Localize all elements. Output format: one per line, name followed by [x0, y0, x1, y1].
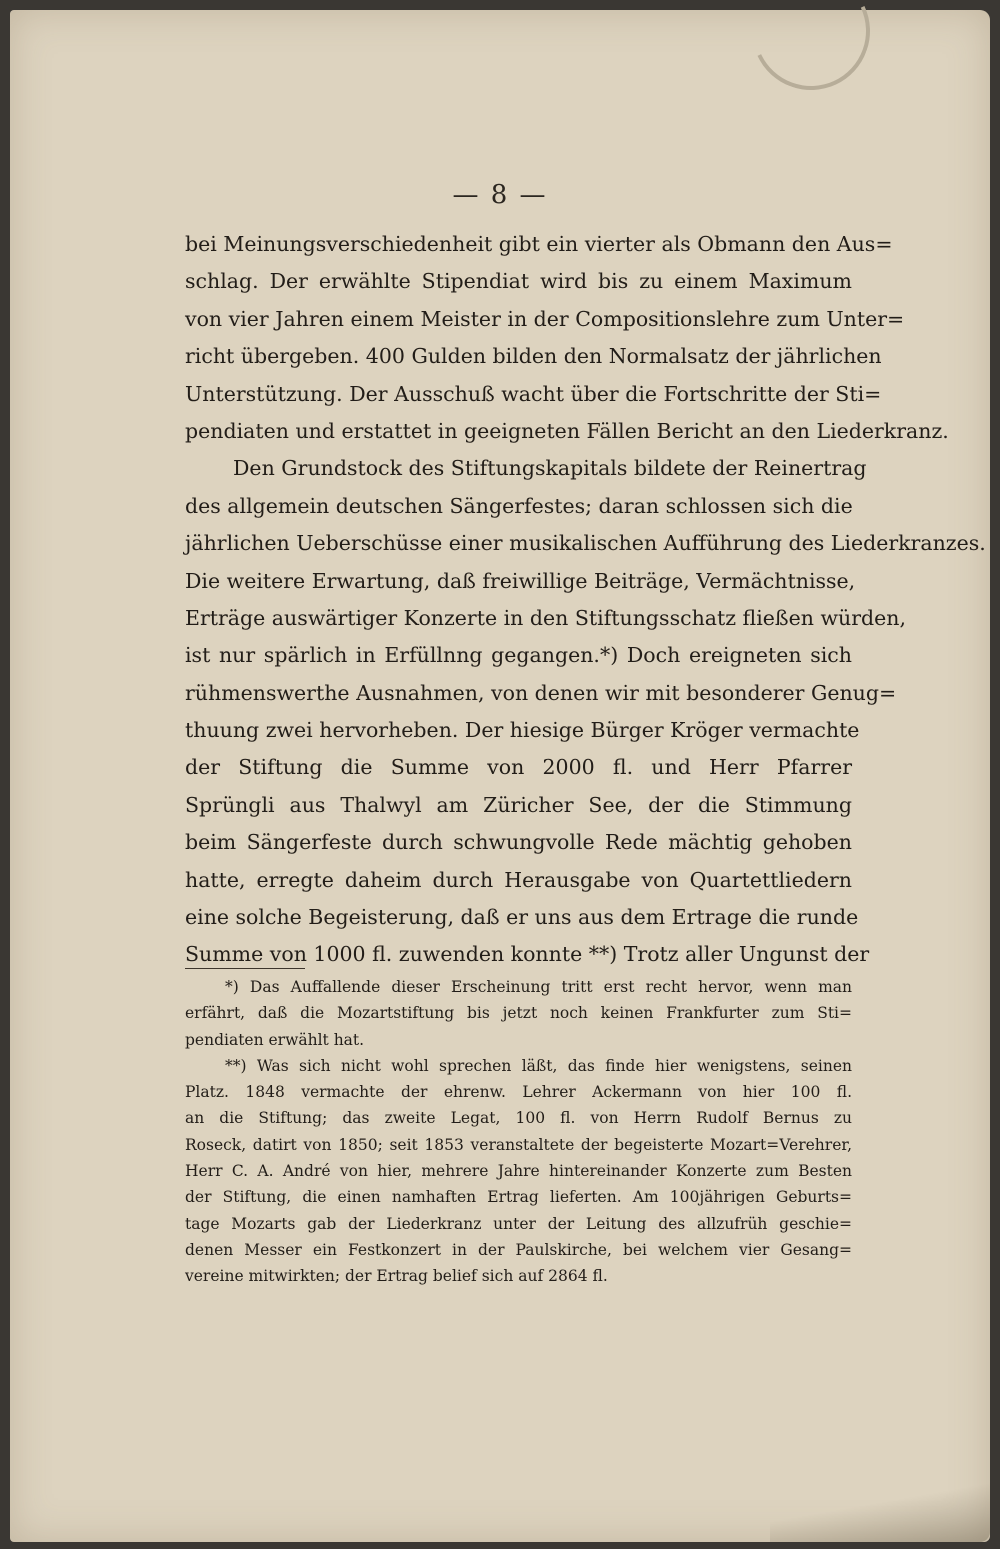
footnote-line: erfährt, daß die Mozartstiftung bis jetzt noch keinen Frankfurter zum Sti=: [185, 1004, 852, 1023]
body-line: Sprüngli aus Thalwyl am Züricher See, der die Stimmung: [185, 792, 852, 817]
paper-clip-mark: [735, 0, 886, 107]
body-line: Den Grundstock des Stiftungskapitals bildete der Reinertrag: [233, 456, 867, 481]
footnote-line: pendiaten erwählt hat.: [185, 1030, 365, 1049]
body-text: [185, 226, 986, 974]
body-line: thuung zwei hervorheben. Der hiesige Bürger Kröger vermachte: [185, 718, 860, 743]
footnote-line: **) Was sich nicht wohl sprechen läßt, das finde hier wenigstens, seinen: [225, 1056, 852, 1075]
footnote-rule: [185, 968, 305, 969]
footnote-line: *) Das Auffallende dieser Erscheinung tritt erst recht hervor, wenn man: [225, 978, 852, 996]
body-line: bei Meinungsverschiedenheit gibt ein vierter als Obmann den Aus=: [185, 232, 893, 256]
body-line: eine solche Begeisterung, daß er uns aus dem Ertrage die runde: [185, 905, 859, 930]
body-line: der Stiftung die Summe von 2000 fl. und Herr Pfarrer: [185, 755, 852, 780]
body-line: Summe von 1000 fl. zuwenden konnte **) Trotz aller Ungunst der: [185, 942, 870, 967]
page-number: — 8 —: [452, 180, 548, 210]
footnote-line: Herr C. A. André von hier, mehrere Jahre hintereinander Konzerte zum Besten: [185, 1162, 852, 1181]
body-line: Die weitere Erwartung, daß freiwillige Beiträge, Vermächtnisse,: [185, 568, 856, 593]
footnote-line: Roseck, datirt von 1850; seit 1853 veranstaltete der begeisterte Mozart=Verehrer,: [185, 1135, 852, 1154]
footnote-line: an die Stiftung; das zweite Legat, 100 fl. von Herrn Rudolf Bernus zu: [185, 1109, 852, 1128]
body-line: des allgemein deutschen Sängerfestes; daran schlossen sich die: [185, 493, 853, 518]
body-line: Erträge auswärtiger Konzerte in den Stiftungsschatz fließen würden,: [185, 605, 906, 630]
body-line: schlag. Der erwählte Stipendiat wird bis zu einem Maximum: [185, 269, 852, 294]
footnote-line: tage Mozarts gab der Liederkranz unter der Leitung des allzufrüh geschie=: [185, 1214, 852, 1233]
footnotes: [185, 974, 852, 1290]
footnote-line: der Stiftung, die einen namhaften Ertrag lieferten. Am 100jährigen Geburts=: [185, 1188, 852, 1207]
body-line: richt übergeben. 400 Gulden bilden den Normalsatz der jährlichen: [185, 344, 882, 369]
body-line: Unterstützung. Der Ausschuß wacht über die Fortschritte der Sti=: [185, 381, 882, 406]
body-line: von vier Jahren einem Meister in der Compositionslehre zum Unter=: [185, 306, 905, 331]
body-line: beim Sängerfeste durch schwungvolle Rede mächtig gehoben: [185, 830, 852, 855]
page-corner-fold: [770, 1482, 990, 1542]
body-line: rühmenswerthe Ausnahmen, von denen wir mit besonderer Genug=: [185, 680, 897, 705]
body-line: hatte, erregte daheim durch Herausgabe von Quartettliedern: [185, 867, 852, 892]
body-line: ist nur spärlich in Erfüllnng gegangen.*) Doch ereigneten sich: [185, 643, 852, 668]
body-line: pendiaten und erstattet in geeigneten Fällen Bericht an den Liederkranz.: [185, 418, 949, 443]
body-line: jährlichen Ueberschüsse einer musikalischen Aufführung des Liederkranzes.: [185, 531, 986, 556]
footnote-line: denen Messer ein Festkonzert in der Paulskirche, bei welchem vier Gesang=: [185, 1240, 852, 1259]
footnote-line: vereine mitwirkten; der Ertrag belief sich auf 2864 fl.: [185, 1267, 608, 1286]
footnote-line: Platz. 1848 vermachte der ehrenw. Lehrer Ackermann von hier 100 fl.: [185, 1083, 852, 1102]
